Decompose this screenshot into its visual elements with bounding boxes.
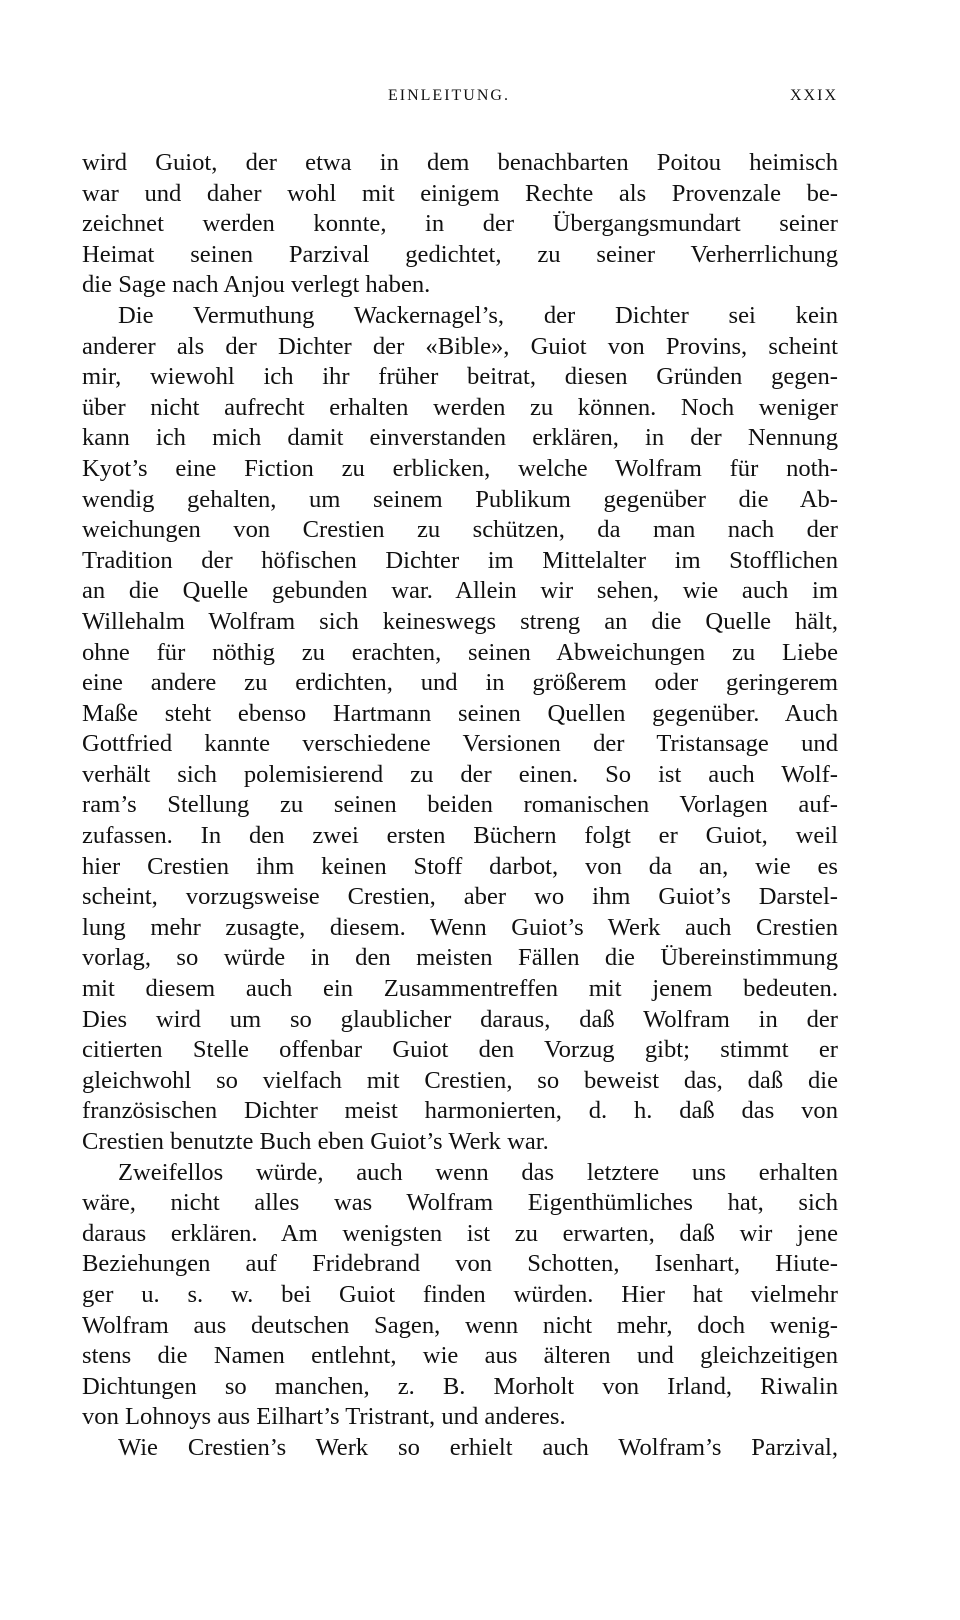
running-title: EINLEITUNG. (388, 87, 510, 104)
text-line: Maße steht ebenso Hartmann seinen Quellen gegenüber. Auch (82, 699, 838, 727)
body-text (82, 148, 838, 1464)
text-line: Willehalm Wolfram sich keineswegs streng an die Quelle hält, (82, 607, 838, 635)
text-line: französischen Dichter meist harmonierten, d. h. daß das von (82, 1097, 838, 1125)
text-line: anderer als der Dichter der «Bible», Guiot von Provins, scheint (82, 332, 838, 360)
text-line: ger u. s. w. bei Guiot finden würden. Hier hat vielmehr (82, 1280, 838, 1308)
text-line: zeichnet werden konnte, in der Übergangsmundart seiner (82, 210, 838, 238)
text-line: daraus erklären. Am wenigsten ist zu erwarten, daß wir jene (82, 1219, 838, 1247)
text-line: citierten Stelle offenbar Guiot den Vorzug gibt; stimmt er (82, 1036, 838, 1064)
text-line: scheint, vorzugsweise Crestien, aber wo ihm Guiot’s Darstel- (82, 883, 838, 911)
text-line: ohne für nöthig zu erachten, seinen Abweichungen zu Liebe (82, 638, 838, 666)
text-line: Zweifellos würde, auch wenn das letztere uns erhalten (118, 1158, 838, 1186)
text-line: Wie Crestien’s Werk so erhielt auch Wolfram’s Parzival, (118, 1433, 838, 1461)
text-line: ram’s Stellung zu seinen beiden romanischen Vorlagen auf- (82, 791, 838, 819)
text-line: vorlag, so würde in den meisten Fällen die Übereinstimmung (82, 944, 838, 972)
text-line: eine andere zu erdichten, und in größerem oder geringerem (82, 669, 838, 697)
text-line: war und daher wohl mit einigem Rechte als Provenzale be- (82, 179, 838, 207)
text-line: über nicht aufrecht erhalten werden zu können. Noch weniger (82, 393, 838, 421)
text-line: die Sage nach Anjou verlegt haben. (82, 271, 431, 299)
text-line: verhält sich polemisierend zu der einen. So ist auch Wolf- (82, 760, 838, 788)
text-line: wird Guiot, der etwa in dem benachbarten Poitou heimisch (82, 149, 838, 176)
text-line: an die Quelle gebunden war. Allein wir sehen, wie auch im (82, 577, 838, 605)
text-line: Heimat seinen Parzival gedichtet, zu seiner Verherrlichung (82, 240, 838, 268)
text-line: mir, wiewohl ich ihr früher beitrat, diesen Gründen gegen- (82, 363, 838, 391)
text-line: lung mehr zusagte, diesem. Wenn Guiot’s Werk auch Crestien (82, 913, 838, 941)
text-line: Gottfried kannte verschiedene Versionen der Tristansage und (82, 730, 838, 758)
text-line: Kyot’s eine Fiction zu erblicken, welche Wolfram für noth- (82, 454, 838, 482)
text-line: Die Vermuthung Wackernagel’s, der Dichter sei kein (118, 301, 838, 329)
running-header (82, 87, 838, 111)
text-line: Wolfram aus deutschen Sagen, wenn nicht mehr, doch wenig- (82, 1311, 838, 1339)
text-line: hier Crestien ihm keinen Stoff darbot, von da an, wie es (82, 852, 838, 880)
page-number: XXIX (790, 87, 838, 104)
text-line: Crestien benutzte Buch eben Guiot’s Werk war. (82, 1128, 549, 1155)
text-line: gleichwohl so vielfach mit Crestien, so beweist das, daß die (82, 1066, 838, 1094)
text-line: Beziehungen auf Fridebrand von Schotten, Isenhart, Hiute- (82, 1250, 838, 1278)
text-line: stens die Namen entlehnt, wie aus älteren und gleichzeitigen (82, 1342, 838, 1370)
text-line: Dies wird um so glaublicher daraus, daß Wolfram in der (82, 1005, 838, 1033)
text-line: wendig gehalten, um seinem Publikum gegenüber die Ab- (82, 485, 838, 513)
text-line: von Lohnoys aus Eilhart’s Tristrant, und anderes. (82, 1403, 566, 1431)
text-line: kann ich mich damit einverstanden erklären, in der Nennung (82, 424, 838, 452)
text-line: zufassen. In den zwei ersten Büchern folgt er Guiot, weil (82, 822, 838, 850)
text-line: Tradition der höfischen Dichter im Mittelalter im Stofflichen (82, 546, 838, 574)
text-line: Dichtungen so manchen, z. B. Morholt von Irland, Riwalin (82, 1372, 838, 1400)
text-line: mit diesem auch ein Zusammentreffen mit jenem bedeuten. (82, 975, 838, 1003)
text-line: wäre, nicht alles was Wolfram Eigenthümliches hat, sich (82, 1189, 838, 1217)
text-line: weichungen von Crestien zu schützen, da man nach der (82, 516, 838, 544)
